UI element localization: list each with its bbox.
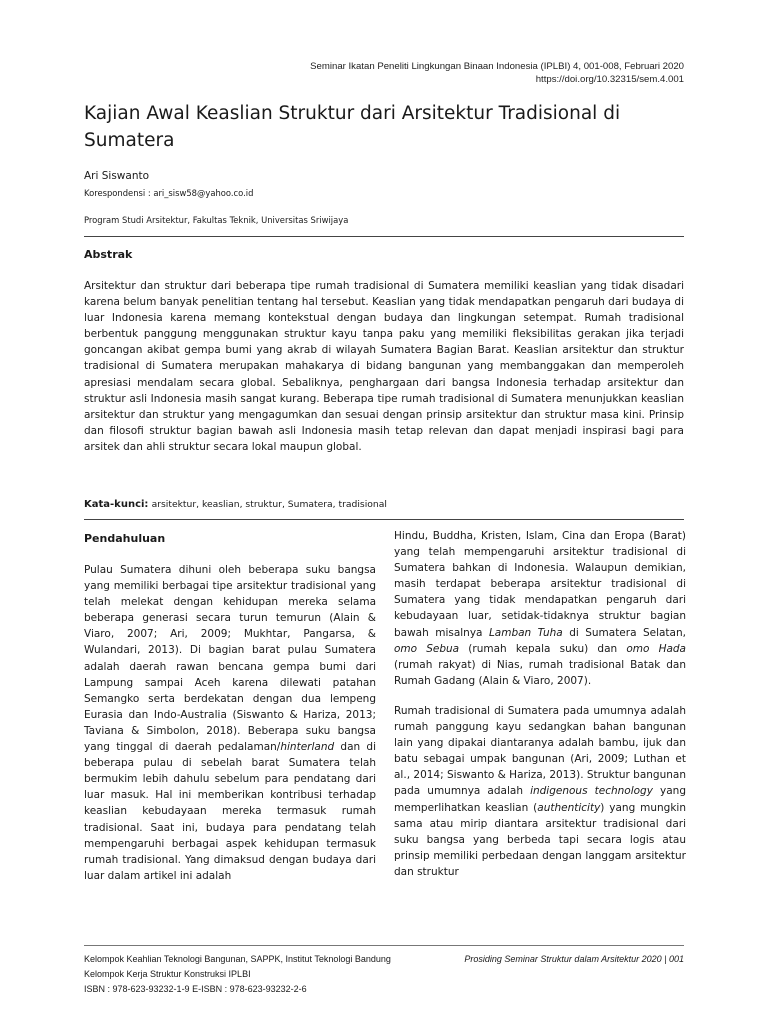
keywords-value: arsitektur, keaslian, struktur, Sumatera, tradisional (151, 499, 387, 510)
divider-bottom (84, 519, 684, 520)
intro-paragraph-3: Rumah tradisional di Sumatera pada umumnya adalah rumah panggung kayu sedangkan bahan bangunan lain yang dipakai diantaranya adalah bambu, ijuk dan batu sebagai umpak bangunan (Ari, 2009; Luthan et al., 2014; Siswanto & Hariza, 2013). Struktur bangunan pada umumnya adalah indigenous technology yang memperlihatkan keaslian (authenticity) yang mungkin sama atau mirip diantara arsitektur tradisional dari suku bangsa yang berbeda tapi secara logis atau prinsip memiliki perbedaan dengan langgam arsitektur dan struktur (394, 704, 686, 878)
footer-line-1: Kelompok Keahlian Teknologi Bangunan, SAPPK, Institut Teknologi Bandung (84, 954, 391, 964)
doi-link[interactable]: https://doi.org/10.32315/sem.4.001 (535, 74, 684, 85)
footer-divider (84, 945, 684, 946)
running-header (310, 60, 684, 86)
column-left (84, 528, 376, 898)
section-heading-intro: Pendahuluan (84, 532, 166, 545)
footer-isbn: ISBN : 978-623-93232-1-9 E-ISBN : 978-623-93232-2-6 (84, 984, 307, 994)
intro-paragraph-1: Pulau Sumatera dihuni oleh beberapa suku bangsa yang memiliki berbagai tipe arsitektur tradisional yang telah melekat dengan kehidupan mereka selama beberapa generasi secara turun temurun (Alain & Viaro, 2007; Ari, 2009; Mukhtar, Pangarsa, & Wulandari, 2013). Di bagian barat pulau Sumatera adalah daerah rawan bencana gempa bumi dari Lampung sampai Aceh karena dilewati patahan Semangko serta berdekatan dengan dua lempeng Eurasia dan Indo-Australia (Siswanto & Hariza, 2013; Taviana & Simbolon, 2018). Beberapa suku bangsa yang tinggal di daerah pedalaman/hinterland dan di beberapa pulau di sebelah barat Sumatera telah bermukim lebih dahulu sebelum para pendatang dari luar masuk. Hal ini memberikan kontribusi terhadap keaslian kebudayaan mereka termasuk rumah tradisional. Saat ini, budaya para pendatang telah mempengaruhi berbagai aspek kehidupan termasuk rumah tradisional. Yang dimaksud dengan budaya dari luar dalam artikel ini adalah (84, 564, 377, 882)
paper-title: Kajian Awal Keaslian Struktur dari Arsitektur Tradisional di Sumatera (84, 103, 621, 151)
footer-right (464, 952, 684, 967)
abstract-heading: Abstrak (84, 248, 133, 261)
intro-paragraph-2: Hindu, Buddha, Kristen, Islam, Cina dan Eropa (Barat) yang telah mempengaruhi arsitektur tradisional di Sumatera bahkan di Indonesia. Walaupun demikian, masih terdapat beberapa arsitektur tradisional di Sumatera yang tidak mendapatkan pengaruh dari kebudayaan luar, setidak-tidaknya struktur bagian bawah misalnya Lamban Tuha di Sumatera Selatan, omo Sebua (rumah kepala suku) dan omo Hada (rumah rakyat) di Nias, rumah tradisional Batak dan Rumah Gadang (Alain & Viaro, 2007). (394, 530, 686, 687)
author-name: Ari Siswanto (84, 170, 150, 182)
affiliation: Program Studi Arsitektur, Fakultas Teknik, Universitas Sriwijaya (84, 215, 349, 225)
correspondence: Korespondensi : ari_sisw58@yahoo.co.id (84, 188, 254, 198)
journal-line: Seminar Ikatan Peneliti Lingkungan Binaan Indonesia (IPLBI) 4, 001-008, Februari 2020 (310, 61, 684, 72)
footer-line-2: Kelompok Kerja Struktur Konstruksi IPLBI (84, 969, 251, 979)
footer-proceedings: Prosiding Seminar Struktur dalam Arsitektur 2020 | 001 (464, 954, 684, 964)
footer-left (84, 952, 391, 997)
abstract-body: Arsitektur dan struktur dari beberapa tipe rumah tradisional di Sumatera memiliki keaslian yang tidak disadari karena belum banyak penelitian tentang hal tersebut. Keaslian yang tidak mendapatkan pengaruh dari budaya di luar Indonesia karena memang kontekstual dengan budaya dan lingkungan setempat. Rumah tradisional berbentuk panggung menggunakan struktur kayu tanpa paku yang memiliki fleksibilitas gerakan jika terjadi goncangan akibat gempa bumi yang akrab di wilayah Sumatera Bagian Barat. Keaslian arsitektur dan struktur tradisional di Sumatera merupakan mahakarya di bidang bangunan yang membanggakan dan memperoleh apresiasi mendalam secara global. Sebaliknya, penghargaan dari bangsa Indonesia terhadap arsitektur dan struktur asli Indonesia masih sangat kurang. Beberapa tipe rumah tradisional di Sumatera menunjukkan keaslian arsitektur dan struktur yang mengagumkan dan sesuai dengan prinsip arsitektur dan struktur masa kini. Prinsip dan filosofi struktur bagian bawah asli Indonesia masih tetap relevan dan dapat menjadi inspirasi bagi para arsitek dan ahli struktur secara lokal maupun global. (84, 280, 684, 453)
column-right (394, 528, 686, 894)
divider-top (84, 236, 684, 237)
keywords (84, 499, 387, 510)
keywords-label: Kata-kunci: (84, 499, 149, 510)
